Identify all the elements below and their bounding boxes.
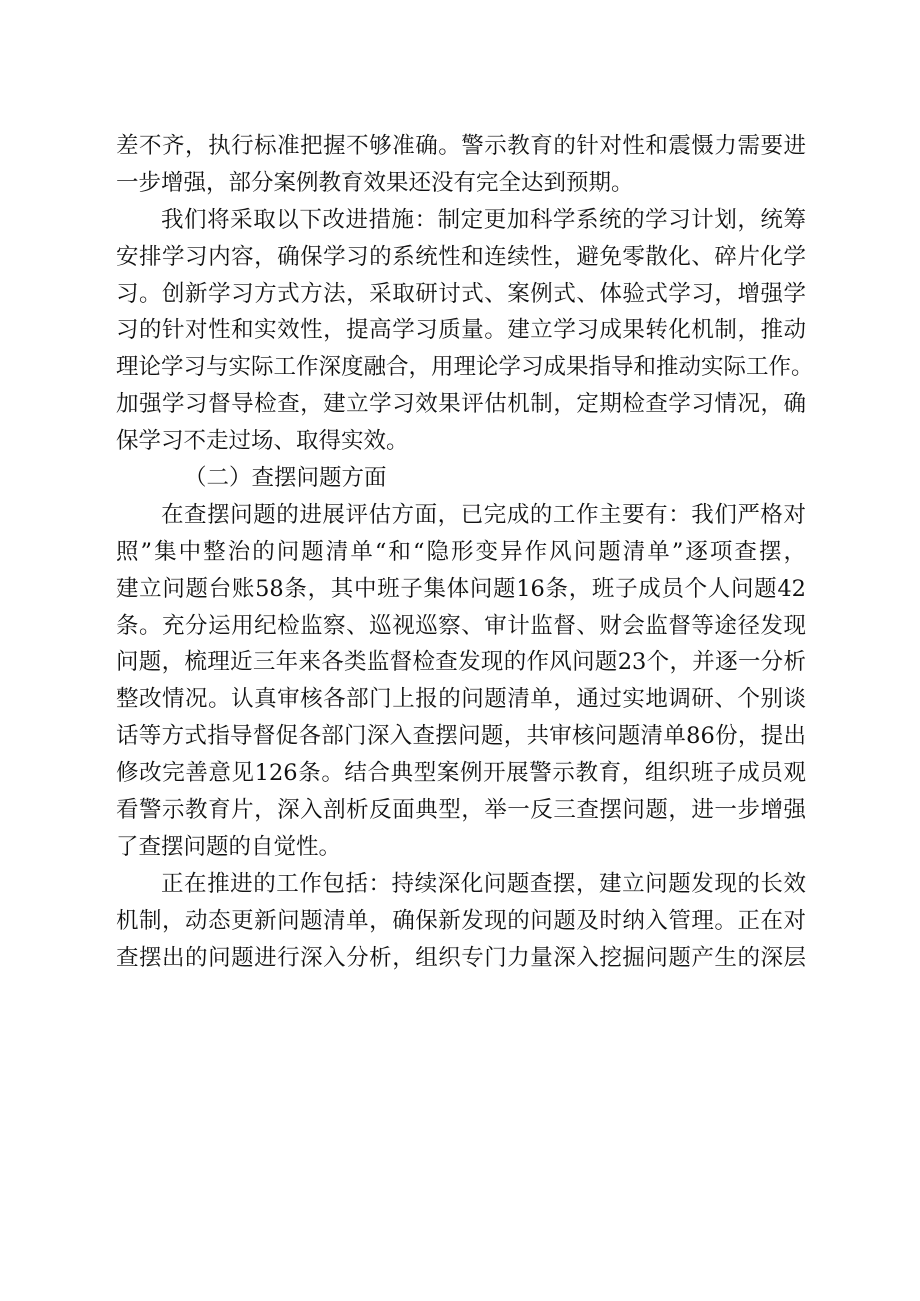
text-line: 话等方式指导督促各部门深入查摆问题，共审核问题清单86份，提出 [116,723,806,750]
text-line: 照”集中整治的问题清单“和“隐形变异作风问题清单”逐项查摆， [116,538,806,565]
text-line: 习的针对性和实效性，提高学习质量。建立学习成果转化机制，推动 [116,317,806,344]
text-line: 机制，动态更新问题清单，确保新发现的问题及时纳入管理。正在对 [116,907,806,934]
text-line: 差不齐，执行标准把握不够准确。警示教育的针对性和震慑力需要进 [116,133,806,159]
section-heading: （二）查摆问题方面 [184,465,387,492]
text-line: 我们将采取以下改进措施：制定更加科学系统的学习计划，统筹 [161,206,806,233]
paragraph-ongoing-work [116,866,806,977]
text-line: 看警示教育片，深入剖析反面典型，举一反三查摆问题，进一步增强 [116,797,806,824]
text-line: 一步增强，部分案例教育效果还没有完全达到预期。 [116,169,634,196]
document-body [116,128,814,976]
text-line: 问题，梳理近三年来各类监督检查发现的作风问题23个，并逐一分析 [116,649,806,676]
text-line: 修改完善意见126条。结合典型案例开展警示教育，组织班子成员观 [116,760,806,787]
text-line: 正在推进的工作包括：持续深化问题查摆，建立问题发现的长效 [161,870,806,897]
text-line: 查摆出的问题进行深入分析，组织专门力量深入挖掘问题产生的深层 [116,944,806,971]
text-line: 建立问题台账58条，其中班子集体问题16条，班子成员个人问题42 [116,575,806,602]
text-line: 加强学习督导检查，建立学习效果评估机制，定期检查学习情况，确 [116,391,806,418]
paragraph-improvement-measures [116,202,814,460]
paragraph-continuation [116,128,806,202]
text-line: 安排学习内容，确保学习的系统性和连续性，避免零散化、碎片化学 [116,243,806,270]
text-line: 保学习不走过场、取得实效。 [116,428,409,455]
text-line: 条。充分运用纪检监察、巡视巡察、审计监督、财会监督等途径发现 [116,612,806,639]
paragraph-completed-work [116,497,806,866]
text-line: 了查摆问题的自觉性。 [116,833,342,860]
text-line: 习。创新学习方式方法，采取研讨式、案例式、体验式学习，增强学 [116,280,806,307]
text-line: 理论学习与实际工作深度融合，用理论学习成果指导和推动实际工作。 [116,354,814,381]
text-line: 在查摆问题的进展评估方面，已完成的工作主要有：我们严格对 [161,501,806,528]
text-line: 整改情况。认真审核各部门上报的问题清单，通过实地调研、个别谈 [116,686,806,713]
